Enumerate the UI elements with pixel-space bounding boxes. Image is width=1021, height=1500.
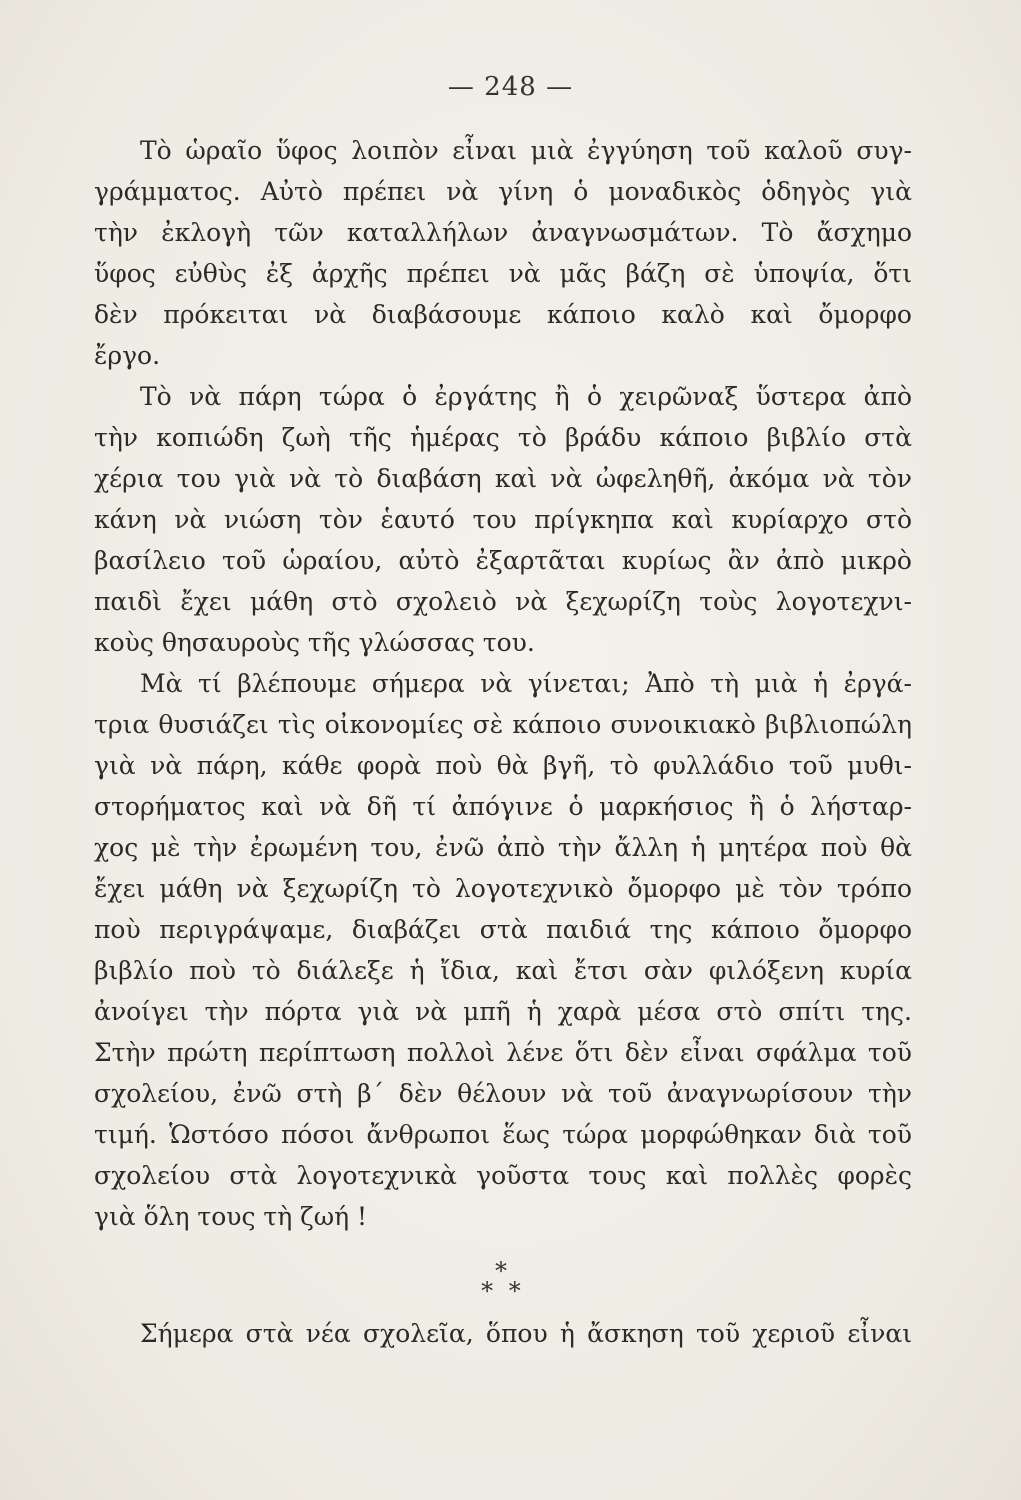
- text-line: ἔργο.: [94, 341, 161, 370]
- text-line: τὴν ἐκλογὴ τῶν καταλλήλων ἀναγνωσμάτων. Τὸ ἄσχημο: [94, 218, 912, 247]
- text-line: Στὴν πρώτη περίπτωση πολλοὶ λένε ὅτι δὲν εἶναι σφάλμα τοῦ: [94, 1038, 912, 1067]
- text-line: Μὰ τί βλέπουμε σήμερα νὰ γίνεται; Ἀπὸ τὴ μιὰ ἡ ἐργά-: [140, 669, 912, 698]
- text-line: ποὺ περιγράψαμε, διαβάζει στὰ παιδιά της κάποιο ὄμορφο: [94, 915, 912, 944]
- text-line: τρια θυσιάζει τὶς οἰκονομίες σὲ κάποιο συνοικιακὸ βιβλιοπώλη: [94, 710, 912, 739]
- text-line: σχολείου στὰ λογοτεχνικὰ γοῦστα τους καὶ πολλὲς φορὲς: [94, 1161, 912, 1190]
- text-line: κοὺς θησαυροὺς τῆς γλώσσας του.: [94, 628, 535, 657]
- page-number: — 248 —: [447, 72, 574, 102]
- separator-star-bottom: * *: [481, 1277, 525, 1305]
- text-line: βασίλειο τοῦ ὡραίου, αὐτὸ ἐξαρτᾶται κυρίως ἂν ἀπὸ μικρὸ: [94, 546, 912, 575]
- text-line: Τὸ νὰ πάρη τώρα ὁ ἐργάτης ἢ ὁ χειρῶναξ ὕστερα ἀπὸ: [140, 382, 912, 411]
- text-line: χος μὲ τὴν ἐρωμένη του, ἐνῶ ἀπὸ τὴν ἄλλη ἡ μητέρα ποὺ θὰ: [94, 833, 912, 862]
- closing-line: Σήμερα στὰ νέα σχολεῖα, ὅπου ἡ ἄσκηση τοῦ χεριοῦ εἶναι: [140, 1319, 912, 1348]
- text-line: ἀνοίγει τὴν πόρτα γιὰ νὰ μπῆ ἡ χαρὰ μέσα στὸ σπίτι της.: [94, 997, 912, 1026]
- text-line: παιδὶ ἔχει μάθη στὸ σχολειὸ νὰ ξεχωρίζη τοὺς λογοτεχνι-: [94, 587, 912, 616]
- text-line: Τὸ ὡραῖο ὕφος λοιπὸν εἶναι μιὰ ἐγγύηση τοῦ καλοῦ συγ-: [140, 136, 912, 165]
- text-line: σχολείου, ἐνῶ στὴ β΄ δὲν θέλουν νὰ τοῦ ἀναγνωρίσουν τὴν: [94, 1079, 912, 1108]
- text-line: κάνη νὰ νιώση τὸν ἑαυτό του πρίγκηπα καὶ κυρίαρχο στὸ: [94, 505, 912, 534]
- text-line: χέρια του γιὰ νὰ τὸ διαβάση καὶ νὰ ὠφεληθῆ, ἀκόμα νὰ τὸν: [94, 464, 912, 493]
- body-text: [94, 130, 912, 1354]
- text-line: γιὰ ὅλη τους τὴ ζωή !: [94, 1202, 368, 1231]
- separator-star-top: *: [495, 1257, 511, 1285]
- text-line: γράμματος. Αὐτὸ πρέπει νὰ γίνη ὁ μοναδικὸς ὁδηγὸς γιὰ: [94, 177, 912, 206]
- text-line: γιὰ νὰ πάρη, κάθε φορὰ ποὺ θὰ βγῆ, τὸ φυλλάδιο τοῦ μυθι-: [94, 751, 912, 780]
- text-line: δὲν πρόκειται νὰ διαβάσουμε κάποιο καλὸ καὶ ὄμορφο: [94, 300, 912, 329]
- paragraph-spacer: [94, 1237, 912, 1257]
- section-separator: [94, 1257, 912, 1313]
- text-line: βιβλίο ποὺ τὸ διάλεξε ἡ ἴδια, καὶ ἔτσι σὰν φιλόξενη κυρία: [94, 956, 912, 985]
- text-line: στορήματος καὶ νὰ δῆ τί ἀπόγινε ὁ μαρκήσιος ἢ ὁ λήσταρ-: [94, 792, 912, 821]
- text-line: ἔχει μάθη νὰ ξεχωρίζη τὸ λογοτεχνικὸ ὄμορφο μὲ τὸν τρόπο: [94, 874, 912, 903]
- text-line: τιμή. Ὡστόσο πόσοι ἄνθρωποι ἕως τώρα μορφώθηκαν διὰ τοῦ: [94, 1120, 912, 1149]
- text-line: τὴν κοπιώδη ζωὴ τῆς ἡμέρας τὸ βράδυ κάποιο βιβλίο στὰ: [94, 423, 912, 452]
- text-line: ὕφος εὐθὺς ἐξ ἀρχῆς πρέπει νὰ μᾶς βάζη σὲ ὑποψία, ὅτι: [94, 259, 912, 288]
